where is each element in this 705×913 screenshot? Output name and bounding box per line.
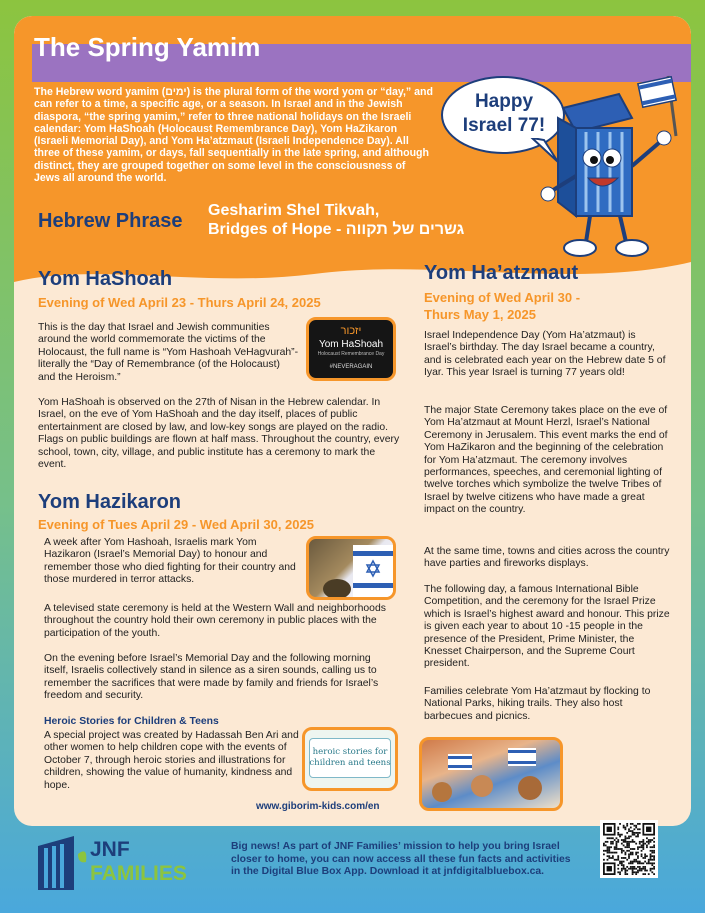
atzmaut-para-4: The following day, a famous International Bible Competition, and the ceremony for the Israel Prize which is Israel’s highest award and honour. This prize is given each year to about 10 -15 people in the presence of the President, Prime Minister, the Knesset Chairperson, and the Supreme Court president. — [424, 584, 670, 670]
phrase-line-1: Gesharim Shel Tikvah, — [208, 202, 380, 219]
celebration-photo — [419, 737, 563, 811]
heroic-stories-para: A special project was created by Hadassah Ben Ari and other women to help children cope with the events of October 7, through heroic stories and illustrations for children, showing the value of humanity, kindness and hope. — [44, 730, 299, 791]
hashoah-image — [306, 317, 396, 381]
blue-box-mascot-icon — [540, 66, 690, 266]
qr-code-icon[interactable] — [600, 820, 658, 878]
atzmaut-para-1: Israel Independence Day (Yom Ha’atzmaut) is Israel’s birthday. The day Israel became a country, and is celebrated each year on the Hebrew date 5 of Iyar. This year Israel is turning 77 years old! — [424, 330, 666, 379]
israeli-flag-icon — [309, 539, 393, 597]
heroic-stories-heading: Heroic Stories for Children & Teens — [44, 716, 219, 727]
jnf-logo-icon — [34, 832, 90, 892]
hashoah-image-hebrew: יזכור — [340, 325, 362, 337]
hashoah-image-sub: Holocaust Remembrance Day — [317, 351, 385, 357]
hashoah-heading: Yom HaShoah — [38, 268, 173, 290]
hashoah-date: Evening of Wed April 23 - Thurs April 24, 2025 — [38, 295, 321, 310]
hashoah-para-1: This is the day that Israel and Jewish communities around the world commemorate the victims of the Holocaust, the full name is “Yom Hashoah VeHagvurah”- literally the “Day of Remembrance (of the Holocaust) and the Heroism.” — [38, 322, 299, 383]
bubble-line-1: Happy — [474, 91, 534, 112]
hazikaron-para-1: A week after Yom Hashoah, Israelis mark Yom Hazikaron (Israel’s Memorial Day) to honour and remember those who died fighting for their country and those murdered in terror attacks. — [44, 537, 296, 586]
hazikaron-date: Evening of Tues April 29 - Wed April 30, 2025 — [38, 517, 314, 532]
hebrew-phrase-label: Hebrew Phrase — [38, 210, 183, 232]
hashoah-image-tag: #NEVERAGAIN — [329, 364, 373, 370]
logo-families-text: FAMILIES — [90, 862, 187, 885]
atzmaut-para-3: At the same time, towns and cities across the country have parties and fireworks displays. — [424, 546, 670, 570]
hazikaron-heading: Yom Hazikaron — [38, 491, 181, 513]
hazikaron-photo — [306, 536, 396, 600]
footer-announcement: Big news! As part of JNF Families’ mission to help you bring Israel closer to home, you can now access all these fun facts and activities in the Digital Blue Box App. Download it at jnfdigitalbluebox.ca. — [231, 841, 571, 878]
atzmaut-para-5: Families celebrate Yom Ha’atzmaut by flocking to National Parks, hiking trails. They also host barbecues and picnics. — [424, 686, 651, 722]
bubble-line-2: Israel 77! — [462, 115, 546, 136]
atzmaut-para-2: The major State Ceremony takes place on the eve of Yom Ha’atzmaut at Mount Herzl, Israel’s National Ceremony in Jerusalem. This event marks the end of Yom HaZikaron and the beginning of the celebration for Yom Ha’atzmaut. The ceremony involves performances, speeches, and ceremonial lighting of twelve torches which symbolize the twelve Tribes of Israel by twelve citizens who have made a great impact on the country. — [424, 405, 668, 516]
atzmaut-date-line-2: Thurs May 1, 2025 — [424, 307, 536, 322]
page-title: The Spring Yamim — [34, 32, 261, 62]
celebration-flags-icon — [422, 740, 560, 808]
giborim-link[interactable]: www.giborim-kids.com/en — [256, 801, 380, 812]
atzmaut-heading: Yom Ha’atzmaut — [424, 262, 579, 284]
hashoah-image-title: Yom HaShoah — [318, 339, 384, 350]
hazikaron-para-3: On the evening before Israel’s Memorial Day and the following morning itself, Israelis collectively stand in silence as a siren sounds, calling us to remember the sacrifices that were made by family and friends for Israel’s freedom and security. — [44, 653, 379, 702]
heroic-stories-book-image — [302, 727, 398, 791]
intro-text: The Hebrew word yamim (ימים) is the plural form of the word yom or “day,” and can refer to a time, a specific age, or a season. In Israel and in the Jewish diaspora, “the spring yamim,” refer to three national holidays on the Israeli calendar: Yom HaShoah (Holocaust Remembrance Day), Yom HaZikaron (Israeli Memorial Day), and Yom Ha’atzmaut (Israeli Independence Day). All three of these yamim, or days, fall sequentially in the late spring, and although distinct, they are grouped together on some level in the consciousness of Jews all around the world. — [34, 86, 434, 185]
atzmaut-date — [424, 289, 580, 323]
hazikaron-para-2: A televised state ceremony is held at the Western Wall and neighborhoods throughout the country hold their own ceremony in public places with the participation of the youth. — [44, 603, 386, 639]
hashoah-para-2: Yom HaShoah is observed on the 27th of Nisan in the Hebrew calendar. In Israel, on the eve of Yom HaShoah and the day itself, places of public entertainment are closed by law, and low-key songs are played on the radio. Flags on public buildings are flown at half mass. Throughout the country, every school, town, city, village, and public institute has a ceremony to mark the event. — [38, 397, 400, 471]
book-title-line-1: heroic stories for — [312, 747, 388, 757]
phrase-line-2: Bridges of Hope - גשרים של תקווה — [208, 221, 465, 238]
atzmaut-date-line-1: Evening of Wed April 30 - — [424, 290, 581, 305]
book-title-line-2: children and teens — [309, 758, 391, 768]
logo-jnf-text: JNF — [90, 838, 130, 861]
hebrew-phrase — [208, 201, 464, 239]
